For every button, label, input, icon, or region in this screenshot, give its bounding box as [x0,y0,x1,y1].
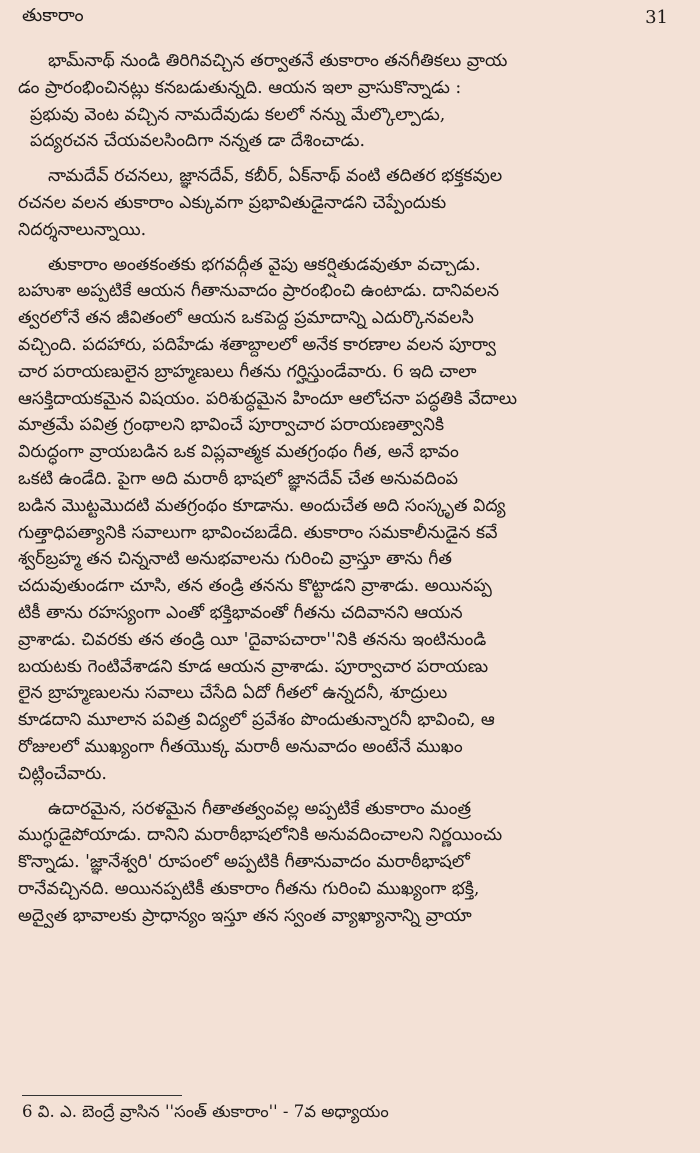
text-line: నామదేవ్ రచనలు, జ్ఞానదేవ్, కబీర్, ఏక్‌నాథ్ వంటి తదితర భక్తకవుల [48,166,503,187]
text-line: అద్వైత భావాలకు ప్రాధాన్యం ఇస్తూ తన స్వంత వ్యాఖ్యానాన్ని వ్రాయా [18,905,472,926]
footnote: 6 వి. ఎ. బెంద్రే వ్రాసిన ''సంత్ తుకారాం'' - 7వ అధ్యాయం [22,1102,389,1121]
text-line: రచనల వలన తుకారాం ఎక్కువగా ప్రభావితుడైనాడని చెప్పేందుకు [18,192,447,213]
text-line: కూడదాని మూలాన పవిత్ర విద్యలో ప్రవేశం పొందుతున్నారనీ భావించి, ఆ [18,710,495,731]
running-title: తుకారాం [22,4,84,26]
text-line: ఒకటి ఉండేది. పైగా అది మరాఠీ భాషలో జ్ఞానదేవ్ చేత అనువదింప [18,468,458,489]
page-number: 31 [645,6,668,28]
text-line: చార పరాయణులైన బ్రాహ్మణులు గీతను గర్హిస్తుండేవారు. 6 ఇది చాలా [18,361,477,382]
verse-line: ప్రభువు వెంట వచ్చిన నామదేవుడు కలలో నన్ను మేల్కొల్పాడు, [30,104,446,125]
text-line: రోజులలో ముఖ్యంగా గీతయొక్క మరాఠీ అనువాదం అంటేనే ముఖం [18,736,463,757]
text-line: నిదర్శనాలున్నాయి. [18,219,147,240]
text-line: శ్వర్‌బ్రహ్మ తన చిన్ననాటి అనుభవాలను గురించి వ్రాస్తూ తాను గీత [18,549,452,570]
text-line: త్వరలోనే తన జీవితంలో ఆయన ఒకపెద్ద ప్రమాదాన్ని ఎదుర్కొనవలసి [18,308,474,329]
page-header [22,2,668,32]
text-line: బయటకు గెంటివేశాడని కూడ ఆయన వ్రాశాడు. పూర్వాచార పరాయణు [18,656,489,677]
text-line: బడిన మొట్టమొదటి మతగ్రంథం కూడాను. అందుచేత అది సంస్కృత విద్య [18,495,506,516]
text-line: వచ్చింది. పదహారు, పదిహేడు శతాబ్దాలలో అనేక కారణాల వలన పూర్వా [18,334,497,355]
text-line: చిట్లించేవారు. [18,763,107,784]
text-line: టికీ తాను రహస్యంగా ఎంతో భక్తిభావంతో గీతను చదివానని ఆయన [18,602,463,623]
text-line: ఆసక్తిదాయకమైన విషయం. పరిశుద్ధమైన హిందూ ఆలోచనా పద్ధతికి వేదాలు [18,388,518,409]
text-line: తుకారాం అంతకంతకు భగవద్గీత వైపు ఆకర్షితుడవుతూ వచ్చాడు. [48,254,481,275]
text-line: డం ప్రారంభించినట్లు కనబడుతున్నది. ఆయన ఇలా వ్రాసుకొన్నాడు : [18,77,462,98]
text-line: గుత్తాధిపత్యానికి సవాలుగా భావించబడేది. తుకారాం సమకాలీనుడైన కవే [18,522,498,543]
text-line: చదువుతుండగా చూసి, తన తండ్రి తనను కొట్టాడని వ్రాశాడు. అయినప్ప [18,576,492,597]
text-line: లైన బ్రాహ్మణులను సవాలు చేసేది ఏదో గీతలో ఉన్నదనీ, శూద్రులు [18,683,448,704]
text-line: ముగ్ధుడైపోయాడు. దానిని మరాఠీభాషలోనికి అనువదించాలని నిర్ణయించు [18,825,503,846]
text-line: మాత్రమే పవిత్ర గ్రంథాలని భావించే పూర్వాచార పరాయణత్వానికి [18,415,445,436]
verse-line: పద్యరచన చేయవలసిందిగా నన్నత డా దేశించాడు. [30,131,366,152]
text-line: రానేవచ్చినది. అయినప్పటికీ తుకారాం గీతను గురించి ముఖ్యంగా భక్తి, [18,878,480,899]
text-line: బహుశా అప్పటికే ఆయన గీతానువాదం ప్రారంభించి ఉంటాడు. దానివలన [18,281,500,302]
text-line: కొన్నాడు. 'జ్ఞానేశ్వరి' రూపంలో అప్పటికి గీతానువాదం మరాఠీభాషలో [18,852,470,873]
body-text [18,48,680,930]
text-line: భామ్‌నాథ్ నుండి తిరిగివచ్చిన తర్వాతనే తుకారాం తనగీతికలు వ్రాయ [48,51,508,71]
text-line: విరుద్ధంగా వ్రాయబడిన ఒక విప్లవాత్మక మతగ్రంథం గీత, అనే భావం [18,442,459,463]
text-line: ఉదారమైన, సరళమైన గీతాతత్వంవల్ల అప్పటికే తుకారాం మంత్ర [48,798,471,819]
text-line: వ్రాశాడు. చివరకు తన తండ్రి యీ 'దైవాపచారా''నికి తనను ఇంటినుండి [18,629,487,650]
footnote-rule [22,1095,182,1096]
